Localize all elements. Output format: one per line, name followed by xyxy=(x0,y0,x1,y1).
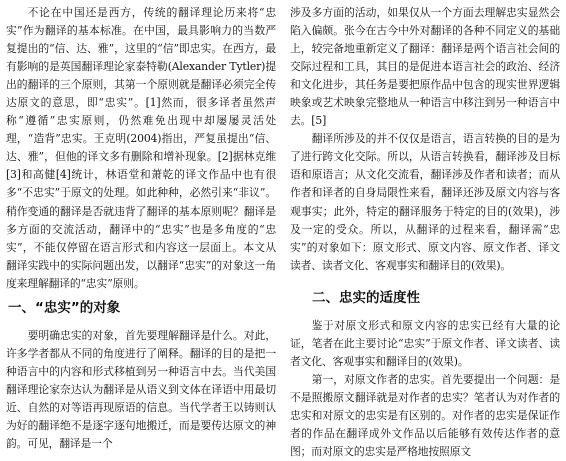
section-heading-moderation: 二、忠实的适度性 xyxy=(312,289,420,306)
section-2-intro-paragraph: 鉴于对原文形式和原文内容的忠实已经有大量的论证，笔者在此主要讨论“忠实”于原文作者、译文读者、读者文化、客观事实和翻译目的(效果)。 xyxy=(290,318,560,368)
continued-paragraph: 涉及多方面的活动，如果仅从一个方面去理解忠实显然会陷入偏颇。张今在古今中外对翻译的各种不同定义的基础上，较完备地重新定义了翻译：翻译是两个语言社会间的交际过程和工具，其目的是促进本语言社会的政治、经济和文化进步，其任务是要把原作品中包含的现实世界逻辑映象或艺术映象完整地从一种语言中移注到另一种语言中去。[5] xyxy=(290,6,560,128)
right-column xyxy=(290,4,560,459)
section-heading-faithfulness-object: 一、“忠实”的对象 xyxy=(8,299,121,316)
section-1-paragraph: 要明确忠实的对象，首先要理解翻译是什么。对此，许多学者都从不同的角度进行了阐释。翻译的目的是把一种语言中的内容和形式移植到另一种语言中去。当代美国翻译理论家奈达认为翻译是从语义到文体在译语中用最切近、自然的对等语再现原语的信息。当代学者王以铸则认为好的翻译绝不是逐字逐句地搬迁，而是要传达原文的神韵。可见，翻译是一个 xyxy=(6,328,276,451)
intro-paragraph: 不论在中国还是西方，传统的翻译理论历来将“忠实”作为翻译的基本标准。在中国，最具影响力的当数严复提出的“信、达、雅”，这里的“信”即忠实。在西方，最有影响的是英国翻译理论家泰特勒(Alexander Tytler)提出的翻译的三个原则，其第一个原则就是翻译必须完全传达原文的意思，即“忠实”。[1]然而，很多译者虽然声称“遵循”忠实原则，仍然难免出现中却屡屡灵活处理，“造背”忠实。王克明(2004)指出，严复虽提出“信、达、雅”，但他的译文多有删除和增补现象。[2]据林克维[3]和高健[4]统计，林语堂和萧乾的译文作品中也有很多“不忠实”于原文的处理。如此种种，必然引来“非议”。稍作变通的翻译是否就违背了翻译的基本原则呢？翻译是多方面的交流活动，翻译中的“忠实”也是多角度的“忠实”，不能仅停留在语言形式和内容这一层面上。本文从翻译实践中的实际问题出发，以翻译“忠实”的对象这一角度来理解翻译的“忠实”原则。 xyxy=(6,6,276,290)
left-column xyxy=(6,4,276,451)
translation-scope-paragraph: 翻译所涉及的并不仅仅是语言，语言转换的目的是为了进行跨文化交际。所以，从语言转换看，翻译涉及目标语和原语言；从文化交流看，翻译涉及作者和读者；而从作者和译者的自身局限性来看，翻译还涉及原文内容与客观事实；此外，特定的翻译服务于特定的目的(效果)，涉及一定的受众。所以，从翻译的过程来看，翻译需“忠实”的对象如下：原文形式、原文内容、原文作者、译文读者、读者文化、客观事实和翻译目的(效果)。 xyxy=(290,132,560,272)
author-faithfulness-paragraph: 第一，对原文作者的忠实。首先要提出一个问题：是不是照搬原文翻译就是对作者的忠实？笔者认为对作者的忠实和对原文的忠实是有区别的。对作者的忠实是保证作者的作品在翻译成外文作品以后能够有效传达作者的意图；而对原文的忠实是严格地按照原文 xyxy=(290,372,560,459)
